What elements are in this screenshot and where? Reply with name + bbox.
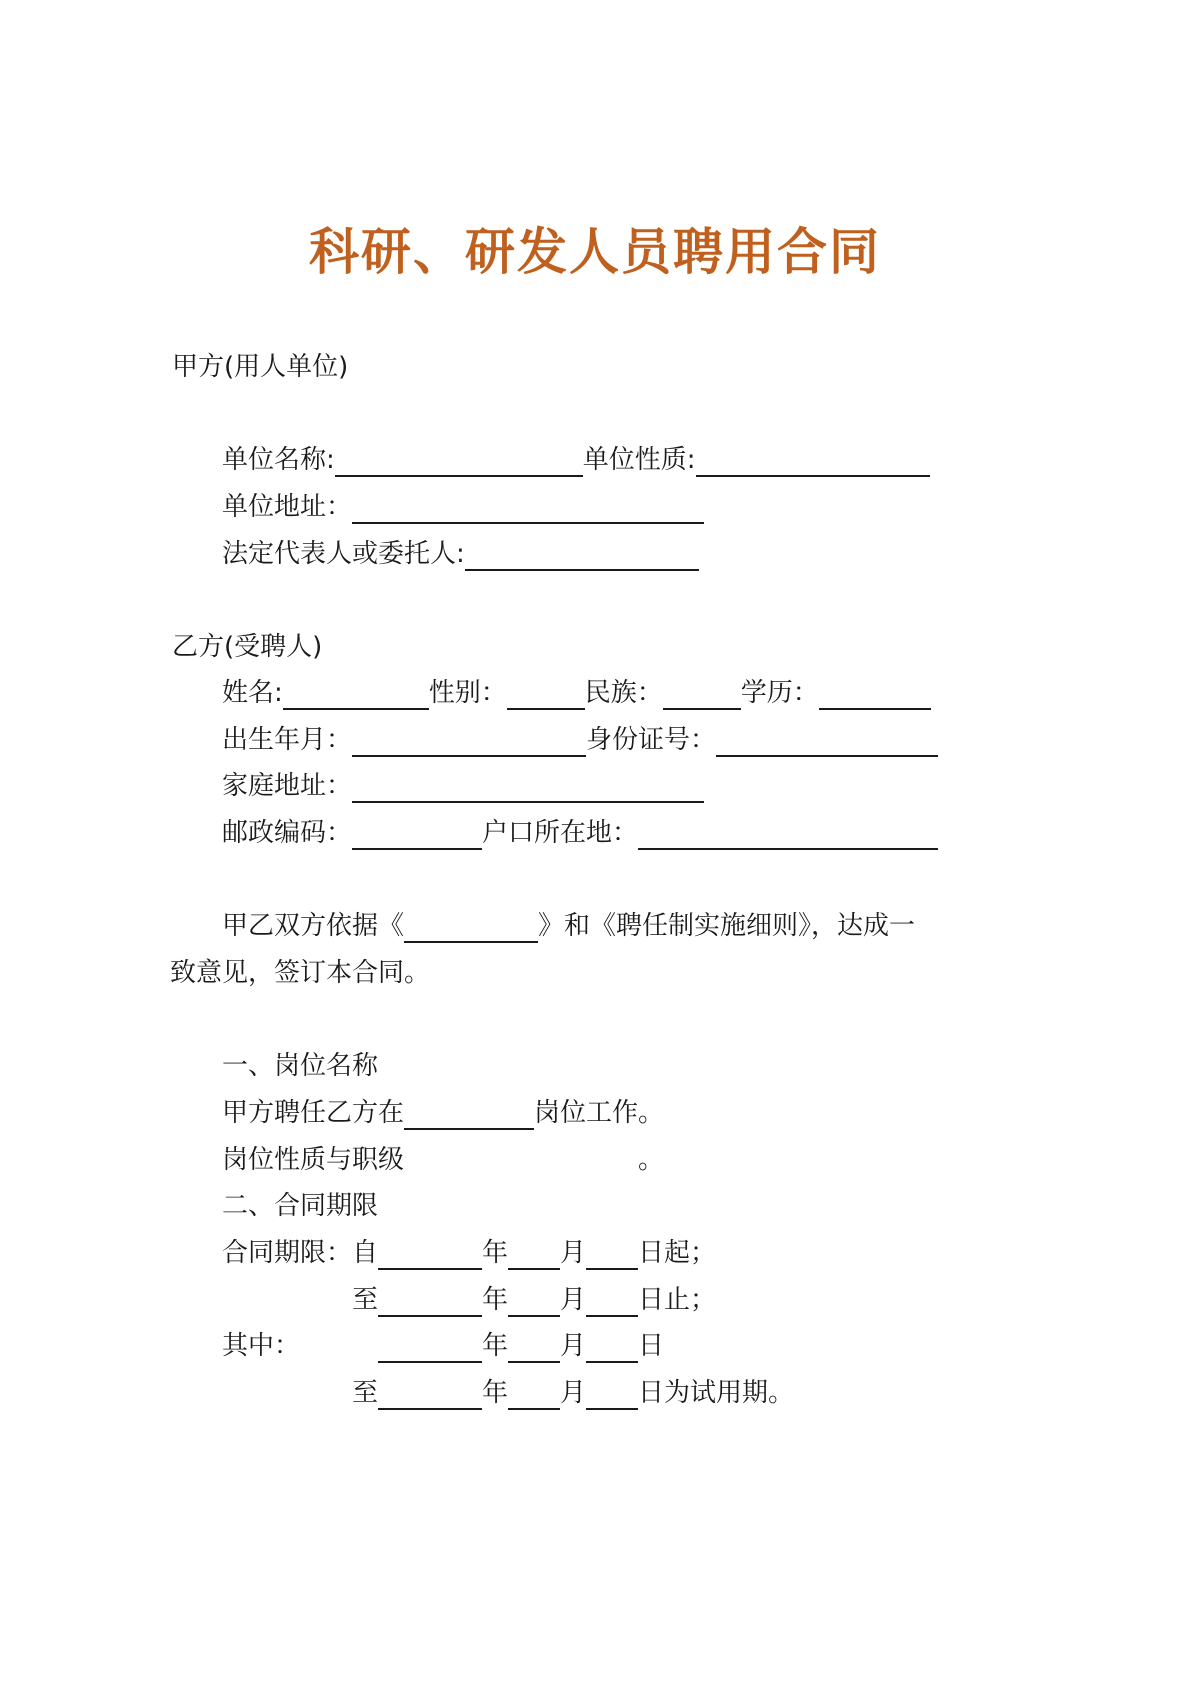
probation-end-row: 至 年 月 日为试用期。 — [352, 1378, 795, 1408]
hukou-label: 户口所在地： — [482, 818, 639, 848]
gender-label: 性别： — [428, 678, 507, 708]
legal-rep-field[interactable] — [465, 543, 699, 571]
intro-line-1: 甲乙双方依据《 》和《聘任制实施细则》，达成一 — [222, 911, 916, 941]
education-field[interactable] — [819, 682, 931, 710]
party-b-heading: 乙方(受聘人) — [172, 632, 323, 662]
gender-field[interactable] — [507, 682, 585, 710]
id-label: 身份证号： — [586, 725, 717, 755]
postcode-label: 邮政编码： — [222, 818, 353, 848]
start-year-field[interactable] — [378, 1242, 482, 1270]
home-address-row — [222, 769, 704, 803]
personal-info-row — [222, 676, 931, 710]
unit-name-label: 单位名称: — [222, 445, 335, 475]
party-a-heading: 甲方(用人单位) — [172, 352, 349, 382]
birth-field[interactable] — [352, 729, 586, 757]
birth-id-row — [222, 723, 938, 757]
unit-name-field[interactable] — [335, 449, 583, 477]
document-title: 科研、研发人员聘用合同 — [309, 223, 881, 281]
unit-name-row — [222, 443, 930, 477]
intro-line-2: 致意见，签订本合同。 — [170, 958, 431, 988]
probation-end-year-field[interactable] — [378, 1382, 482, 1410]
legal-rep-label: 法定代表人或委托人: — [222, 539, 465, 569]
probation-start-day-field[interactable] — [586, 1335, 638, 1363]
education-label: 学历： — [740, 678, 819, 708]
period-label: 合同期限： — [222, 1238, 353, 1268]
section-1-heading: 一、岗位名称 — [222, 1051, 379, 1081]
start-day-field[interactable] — [586, 1242, 638, 1270]
contract-start-row: 合同期限：自 年 月 日起； — [222, 1238, 717, 1268]
section-2-heading: 二、合同期限 — [222, 1191, 379, 1221]
id-field[interactable] — [716, 729, 938, 757]
end-year-field[interactable] — [378, 1289, 482, 1317]
birth-label: 出生年月： — [222, 725, 353, 755]
hukou-field[interactable] — [638, 822, 938, 850]
ethnicity-label: 民族： — [584, 678, 663, 708]
unit-nature-field[interactable] — [696, 449, 930, 477]
legal-rep-row — [222, 537, 699, 571]
postcode-hukou-row — [222, 816, 938, 850]
name-label: 姓名: — [222, 678, 283, 708]
home-address-label: 家庭地址： — [222, 771, 353, 801]
unit-nature-label: 单位性质: — [582, 445, 696, 475]
name-field[interactable] — [283, 682, 429, 710]
probation-start-year-field[interactable] — [378, 1335, 482, 1363]
end-month-field[interactable] — [508, 1289, 560, 1317]
probation-start-month-field[interactable] — [508, 1335, 560, 1363]
start-month-field[interactable] — [508, 1242, 560, 1270]
contract-end-row: 至 年 月 日止； — [352, 1285, 717, 1315]
probation-start-row: 其中： 年 月 日 — [222, 1331, 665, 1361]
among-label: 其中： — [222, 1331, 301, 1361]
ethnicity-field[interactable] — [663, 682, 741, 710]
position-field[interactable] — [404, 1102, 534, 1130]
unit-address-row — [222, 490, 704, 524]
end-day-field[interactable] — [586, 1289, 638, 1317]
home-address-field[interactable] — [352, 775, 704, 803]
position-nature-row: 岗位性质与职级 。 — [222, 1145, 665, 1175]
unit-address-field[interactable] — [352, 496, 704, 524]
postcode-field[interactable] — [352, 822, 482, 850]
probation-end-day-field[interactable] — [586, 1382, 638, 1410]
position-row: 甲方聘任乙方在 岗位工作。 — [222, 1098, 665, 1128]
basis-document-field[interactable] — [404, 915, 538, 943]
probation-end-month-field[interactable] — [508, 1382, 560, 1410]
unit-address-label: 单位地址： — [222, 492, 353, 522]
